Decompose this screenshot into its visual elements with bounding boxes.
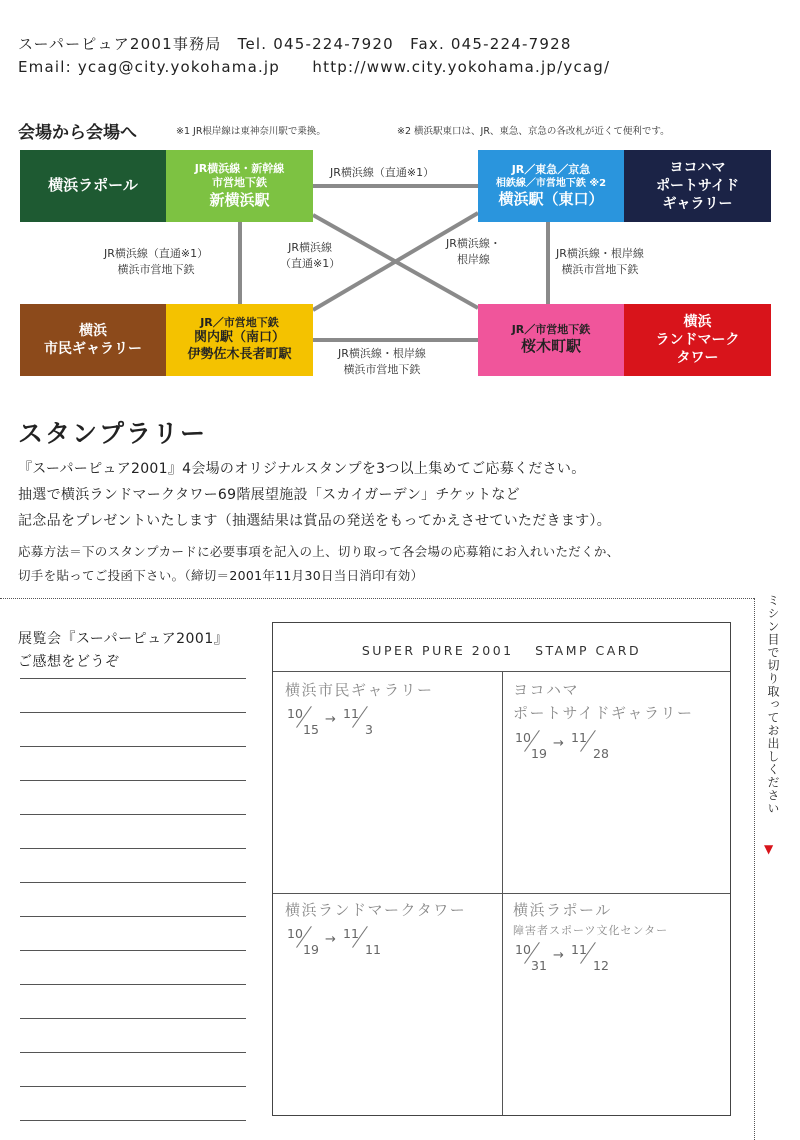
- route-label-top: JR横浜線（直通※1）: [330, 166, 435, 179]
- end-month: 11: [343, 706, 359, 722]
- cut-instruction: ミシン目で切り取ってお出しください: [766, 594, 780, 815]
- writing-line: [20, 1086, 246, 1087]
- end-day: 3: [365, 722, 373, 738]
- start-day: 19: [303, 942, 319, 958]
- start-month: 10: [287, 706, 303, 722]
- writing-line: [20, 814, 246, 815]
- writing-line: [20, 1120, 246, 1121]
- stamp-venue-name: 横浜市民ギャラリー: [285, 681, 434, 699]
- stamp-rally-paragraph-1: 『スーパーピュア2001』4会場のオリジナルスタンプを3つ以上集めてご応募ください。: [18, 461, 586, 477]
- exhibition-dates: [513, 730, 725, 770]
- end-day: 12: [593, 958, 609, 974]
- writing-line: [20, 780, 246, 781]
- venue-box-rapor: [20, 150, 166, 222]
- station-name-2: 伊勢佐木長者町駅: [187, 347, 292, 363]
- station-box-yokohama: [478, 150, 624, 222]
- venue-name: 横浜 市民ギャラリー: [44, 322, 142, 357]
- contact-line: スーパーピュア2001事務局 Tel. 045-224-7920 Fax. 045-224-7928: [18, 35, 572, 53]
- venue-name: 横浜ラポール: [48, 176, 138, 195]
- stamp-cell-portside-gallery: [513, 679, 725, 770]
- station-lines-2: 市営地下鉄: [212, 176, 267, 190]
- route-label-diag-1: JR横浜線 （直通※1）: [280, 241, 341, 270]
- station-lines: JR横浜線・新幹線: [194, 161, 285, 175]
- stamp-rally-title: スタンプラリー: [18, 419, 208, 448]
- stamp-card: [272, 622, 731, 1116]
- stamp-venue-name: 横浜ラポール: [513, 901, 612, 919]
- arrow-right-icon: →: [325, 712, 336, 728]
- station-lines: JR／市営地下鉄: [200, 315, 279, 329]
- start-day: 19: [531, 745, 547, 761]
- end-month: 11: [571, 729, 587, 745]
- stamp-cell-shimin-gallery: [285, 679, 497, 746]
- end-day: 11: [365, 942, 381, 958]
- end-day: 28: [593, 745, 609, 761]
- station-box-shin-yokohama: [166, 150, 313, 222]
- perforation-line-vertical: [754, 598, 755, 1140]
- exhibition-dates: [285, 706, 497, 746]
- writing-line: [20, 984, 246, 985]
- station-name: 新横浜駅: [209, 190, 270, 209]
- start-month: 10: [515, 942, 531, 958]
- email-url-line: Email: ycag@city.yokohama.jp http://www.city.yokohama.jp/ycag/: [18, 58, 611, 76]
- end-month: 11: [571, 942, 587, 958]
- stamp-rally-paragraph-2: 抽選で横浜ランドマークタワー69階展望施設「スカイガーデン」チケットなど: [18, 487, 520, 503]
- venue-box-shimin: [20, 304, 166, 376]
- writing-line: [20, 916, 246, 917]
- writing-line: [20, 746, 246, 747]
- route-note-1: ※1 JR根岸線は東神奈川駅で乗換。: [176, 126, 326, 137]
- writing-line: [20, 1052, 246, 1053]
- arrow-right-icon: →: [325, 932, 336, 948]
- writing-line: [20, 950, 246, 951]
- station-name: 横浜駅（東口）: [498, 189, 604, 208]
- stamp-card-title: SUPER PURE 2001 STAMP CARD: [361, 643, 642, 658]
- route-label-bottom: JR横浜線・根岸線 横浜市営地下鉄: [338, 347, 426, 376]
- stamp-rally-paragraph-3: 記念品をプレゼントいたします（抽選結果は賞品の発送をもってかえさせていただきます）。: [18, 513, 612, 529]
- exhibition-dates: [285, 926, 497, 966]
- stamp-cell-landmark-tower: [285, 899, 497, 966]
- arrow-right-icon: →: [553, 735, 564, 751]
- start-month: 10: [515, 729, 531, 745]
- station-name: 桜木町駅: [520, 337, 581, 356]
- triangle-marker-icon: ▼: [764, 842, 774, 856]
- route-label-right: JR横浜線・根岸線 横浜市営地下鉄: [556, 247, 644, 276]
- venue-name: ヨコハマ ポートサイド ギャラリー: [655, 159, 740, 213]
- venue-box-portside: [624, 150, 771, 222]
- station-box-sakuragicho: [478, 304, 624, 376]
- stamp-cell-rapor: [513, 899, 725, 982]
- application-method: 応募方法＝下のスタンプカードに必要事項を記入の上、切り取って各会場の応募箱にお入れいただくか、: [18, 544, 620, 559]
- venue-name: 横浜 ランドマーク タワー: [655, 313, 740, 367]
- station-name: 関内駅（南口）: [193, 330, 285, 346]
- feedback-prompt: ご感想をどうぞ: [18, 654, 120, 670]
- writing-line: [20, 678, 246, 679]
- start-day: 15: [303, 722, 319, 738]
- station-lines: JR／東急／京急: [511, 162, 591, 176]
- arrow-right-icon: →: [553, 948, 564, 964]
- writing-line: [20, 1018, 246, 1019]
- writing-line: [20, 882, 246, 883]
- exhibition-dates: [513, 942, 725, 982]
- station-lines-2: 相鉄線／市営地下鉄 ※2: [495, 177, 607, 189]
- route-label-diag-2: JR横浜線・ 根岸線: [446, 237, 501, 266]
- end-month: 11: [343, 926, 359, 942]
- start-month: 10: [287, 926, 303, 942]
- stamp-venue-name: ヨコハマ ポートサイドギャラリー: [513, 681, 694, 723]
- stamp-venue-name: 横浜ランドマークタワー: [285, 901, 467, 919]
- writing-line: [20, 712, 246, 713]
- writing-line: [20, 848, 246, 849]
- application-deadline: 切手を貼ってご投函下さい。（締切＝2001年11月30日当日消印有効）: [18, 568, 424, 583]
- route-title: 会場から会場へ: [18, 123, 137, 143]
- start-day: 31: [531, 958, 547, 974]
- venue-box-landmark: [624, 304, 771, 376]
- feedback-title: 展覧会『スーパーピュア2001』: [18, 631, 229, 647]
- station-box-kannai: [166, 304, 313, 376]
- route-label-left: JR横浜線（直通※1） 横浜市営地下鉄: [104, 247, 209, 276]
- route-note-2: ※2 横浜駅東口は、JR、東急、京急の各改札が近くて便利です。: [397, 126, 670, 137]
- card-divider-vertical: [502, 671, 503, 1115]
- station-lines: JR／市営地下鉄: [511, 323, 591, 337]
- perforation-line-horizontal: [0, 598, 754, 599]
- stamp-venue-subtitle: 障害者スポーツ文化センター: [513, 924, 669, 938]
